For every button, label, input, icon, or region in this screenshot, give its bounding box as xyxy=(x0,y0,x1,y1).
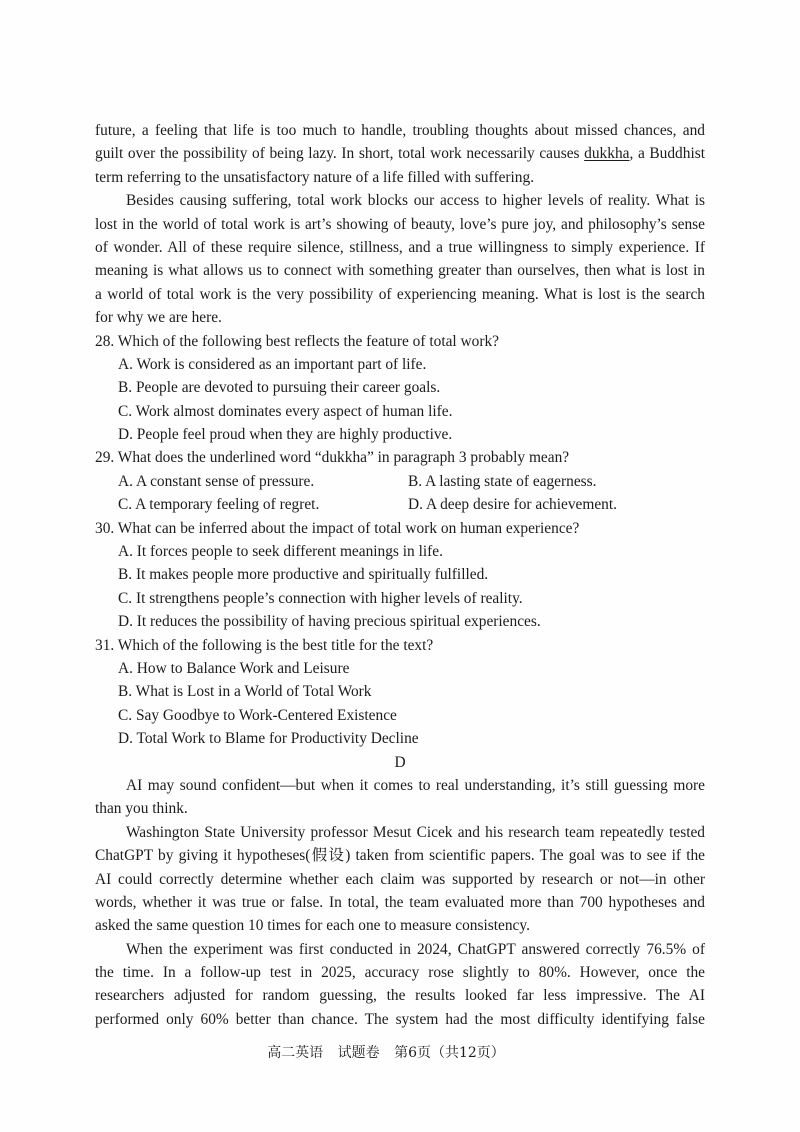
option-a: A. Work is considered as an important part of life. xyxy=(118,355,427,373)
question-30 xyxy=(95,517,705,634)
option-d: D. A deep desire for achievement. xyxy=(408,496,617,514)
option-a: A. How to Balance Work and Leisure xyxy=(118,659,350,677)
passage-line: meaning is what allows us to connect with something greater than ourselves, then what is lost in xyxy=(95,262,705,280)
passage-line: AI may sound confident—but when it comes to real understanding, it’s still guessing more xyxy=(126,776,705,794)
option-d: D. Total Work to Blame for Productivity Decline xyxy=(118,730,419,748)
passage-paragraph xyxy=(95,189,705,329)
question-28 xyxy=(95,330,705,447)
exam-content xyxy=(95,119,705,1031)
question-stem: 31. Which of the following is the best title for the text? xyxy=(95,636,434,654)
option-b: B. It makes people more productive and spiritually fulfilled. xyxy=(118,566,489,584)
option-c: C. Work almost dominates every aspect of human life. xyxy=(118,402,453,420)
passage-line: future, a feeling that life is too much to handle, troubling thoughts about missed chances, and xyxy=(95,122,705,139)
passage-line: Washington State University professor Mesut Cicek and his research team repeatedly tested xyxy=(126,823,705,841)
passage-line: the time. In a follow-up test in 2025, accuracy rose slightly to 80%. However, once the xyxy=(95,964,705,982)
question-29 xyxy=(95,446,705,516)
passage-line: ChatGPT by giving it hypotheses(假设) taken from scientific papers. The goal was to see if the xyxy=(95,847,705,865)
option-c: C. Say Goodbye to Work-Centered Existence xyxy=(118,706,397,724)
passage-paragraph xyxy=(95,774,705,821)
passage-line: term referring to the unsatisfactory nature of a life filled with suffering. xyxy=(95,168,535,186)
passage-line: When the experiment was first conducted in 2024, ChatGPT answered correctly 76.5% of xyxy=(126,940,705,958)
passage-line: lost in the world of total work is art’s showing of beauty, love’s pure joy, and philosophy’s sense xyxy=(95,215,705,233)
passage-line xyxy=(95,142,705,165)
option-b: B. A lasting state of eagerness. xyxy=(408,472,597,490)
passage-line: asked the same question 10 times for each one to measure consistency. xyxy=(95,917,530,935)
passage-line: researchers adjusted for random guessing, the results looked far less impressive. The AI xyxy=(95,987,705,1005)
passage-c-continuation xyxy=(95,119,705,330)
option-b: B. People are devoted to pursuing their career goals. xyxy=(118,379,441,397)
question-31 xyxy=(95,634,705,751)
passage-paragraph xyxy=(95,938,705,1032)
passage-d xyxy=(95,774,705,1031)
passage-paragraph xyxy=(95,821,705,938)
question-stem: 30. What can be inferred about the impact of total work on human experience? xyxy=(95,519,580,537)
option-d: D. It reduces the possibility of having precious spiritual experiences. xyxy=(118,613,541,631)
passage-line: for why we are here. xyxy=(95,309,222,327)
passage-line: than you think. xyxy=(95,800,188,818)
page-footer: 高二英语 试题卷 第6页（共12页） xyxy=(267,1045,505,1061)
option-d: D. People feel proud when they are highly productive. xyxy=(118,426,453,444)
passage-line: performed only 60% better than chance. The system had the most difficulty identifying false xyxy=(95,1010,705,1028)
question-stem: 29. What does the underlined word “dukkha” in paragraph 3 probably mean? xyxy=(95,449,570,467)
passage-line: words, whether it was true or false. In total, the team evaluated more than 700 hypotheses and xyxy=(95,893,705,911)
option-b: B. What is Lost in a World of Total Work xyxy=(118,683,372,701)
option-row xyxy=(95,493,705,516)
question-stem: 28. Which of the following best reflects the feature of total work? xyxy=(95,332,500,350)
option-c: C. It strengthens people’s connection with higher levels of reality. xyxy=(118,589,523,607)
line-text-after: , a Buddhist xyxy=(629,145,705,163)
option-c: C. A temporary feeling of regret. xyxy=(118,496,320,514)
underlined-word: dukkha xyxy=(584,145,630,163)
option-a: A. It forces people to seek different meanings in life. xyxy=(118,543,443,561)
line-text-before: guilt over the possibility of being lazy. In short, total work necessarily causes xyxy=(95,145,585,163)
passage-line: a world of total work is the very possibility of experiencing meaning. What is lost is the search xyxy=(95,285,705,303)
passage-line: Besides causing suffering, total work blocks our access to higher levels of reality. What is xyxy=(126,192,705,210)
passage-line: of wonder. All of these require silence, stillness, and a true willingness to simply experience. If xyxy=(95,238,705,256)
passage-paragraph xyxy=(95,119,705,189)
section-heading: D xyxy=(394,753,406,771)
passage-line: AI could correctly determine whether each claim was supported by research or not—in other xyxy=(95,870,705,888)
option-a: A. A constant sense of pressure. xyxy=(118,472,315,490)
option-row xyxy=(95,470,705,493)
